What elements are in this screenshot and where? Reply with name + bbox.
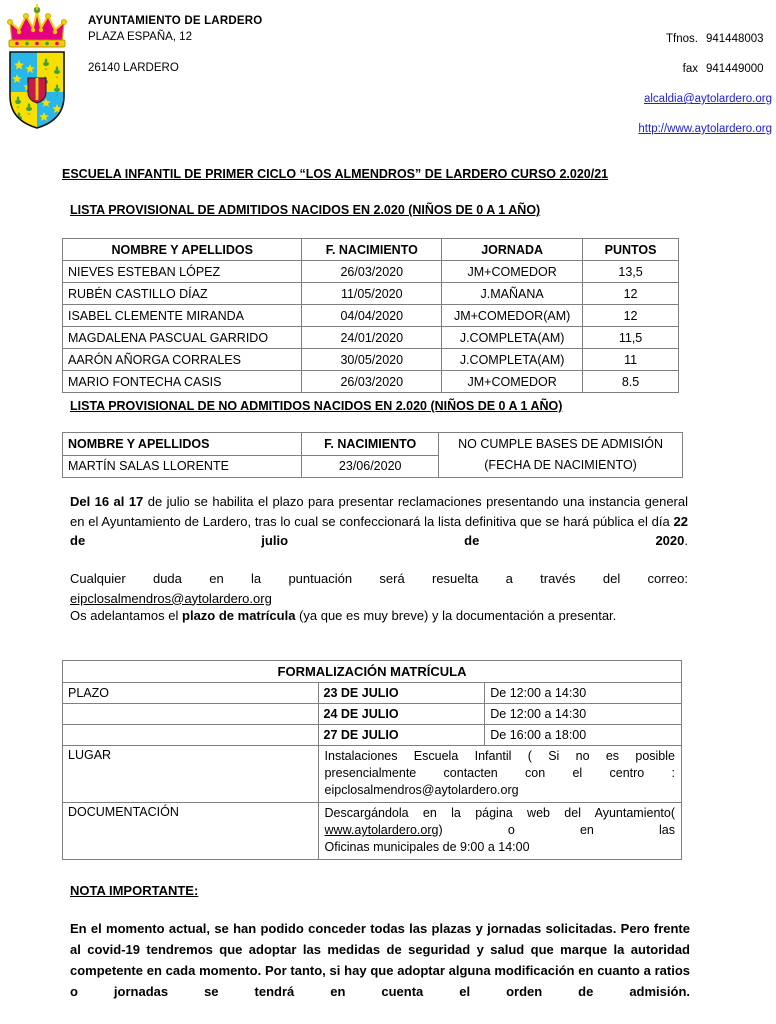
- cell-jornada: J.COMPLETA(AM): [442, 349, 583, 371]
- organization-address: PLAZA ESPAÑA, 12: [88, 31, 192, 43]
- cell-puntos: 12: [583, 305, 679, 327]
- cell-date: 23 DE JULIO: [318, 683, 485, 704]
- cell-birthdate: 30/05/2020: [302, 349, 442, 371]
- column-header-birthdate: F. NACIMIENTO: [302, 239, 442, 261]
- cell-name: MARIO FONTECHA CASIS: [63, 371, 302, 393]
- email-row: [532, 84, 772, 114]
- enrollment-advance-paragraph: [70, 606, 688, 626]
- table-row: [63, 704, 682, 725]
- definitive-list-date: 22 de julio de 2020: [70, 513, 688, 548]
- table-row: [63, 283, 679, 305]
- fax-value: 941449000: [706, 63, 764, 75]
- enrollment-formalization-table: [62, 660, 682, 860]
- table-header-row: [63, 239, 679, 261]
- lugar-email[interactable]: eipclosalmendros@aytolardero.org: [324, 783, 519, 797]
- table-header-row: [63, 433, 683, 456]
- website-row: [532, 114, 772, 144]
- table-row: [63, 349, 679, 371]
- cell-empty: [63, 704, 319, 725]
- claims-period-text-end: .: [684, 533, 688, 548]
- not-admitted-list-table: [62, 432, 683, 478]
- ayuntamiento-web-link[interactable]: www.aytolardero.org: [324, 823, 439, 837]
- documentacion-text-start: Descargándola en la página web del Ayuntamiento(: [324, 806, 675, 820]
- rejection-reason-line-1: NO CUMPLE BASES DE ADMISIÓN: [458, 437, 664, 451]
- email-link[interactable]: alcaldia@aytolardero.org: [643, 93, 772, 105]
- cell-birthdate: 26/03/2020: [302, 261, 442, 283]
- not-admitted-list-heading: LISTA PROVISIONAL DE NO ADMITIDOS NACIDOS EN 2.020 (NIÑOS DE 0 A 1 AÑO): [70, 399, 563, 413]
- enrollment-period-bold: plazo de matrícula: [182, 608, 296, 623]
- cell-date: 27 DE JULIO: [318, 725, 485, 746]
- phone-label: Tfnos.: [666, 33, 698, 45]
- table-row: [63, 746, 682, 803]
- phone-row: [532, 24, 772, 54]
- cell-jornada: JM+COMEDOR: [442, 371, 583, 393]
- cell-puntos: 13,5: [583, 261, 679, 283]
- important-note-paragraph: En el momento actual, se han podido conceder todas las plazas y jornadas solicitadas. Pero frente al covid-19 tendremos que adoptar las medidas de seguridad y salud que marque la autoridad competente en cada momento. Por tanto, si hay que adoptar alguna modificación en cuanto a ratios o jornadas se tendrá en cuenta el orden de admisión.: [70, 921, 690, 999]
- table-header-row: [63, 661, 682, 683]
- admitted-list-heading: LISTA PROVISIONAL DE ADMITIDOS NACIDOS EN 2.020 (NIÑOS DE 0 A 1 AÑO): [70, 203, 541, 217]
- claims-period-bold-dates: Del 16 al 17: [70, 494, 144, 509]
- cell-jornada: JM+COMEDOR(AM): [442, 305, 583, 327]
- questions-paragraph: [70, 569, 688, 608]
- documentacion-text-mid: ) o en las: [438, 823, 675, 837]
- phone-value: 941448003: [706, 33, 764, 45]
- admitted-list-table: [62, 238, 679, 393]
- documentacion-text-line-1: [325, 805, 675, 839]
- table-row: [63, 261, 679, 283]
- website-link[interactable]: http://www.aytolardero.org: [638, 123, 772, 135]
- table-row: [63, 683, 682, 704]
- table-row: [63, 725, 682, 746]
- cell-jornada: J.COMPLETA(AM): [442, 327, 583, 349]
- page-title: ESCUELA INFANTIL DE PRIMER CICLO “LOS ALMENDROS” DE LARDERO CURSO 2.020/21: [62, 167, 609, 181]
- cell-name: MAGDALENA PASCUAL GARRIDO: [63, 327, 302, 349]
- organization-name: AYUNTAMIENTO DE LARDERO: [88, 15, 263, 27]
- rejection-reason-line-2: (FECHA DE NACIMIENTO): [484, 458, 637, 472]
- documentacion-text-line-2: Oficinas municipales de 9:00 a 14:00: [324, 840, 530, 854]
- column-header-puntos: PUNTOS: [583, 239, 679, 261]
- column-header-jornada: JORNADA: [442, 239, 583, 261]
- cell-rejection-reason: [439, 433, 683, 478]
- row-label-documentacion: DOCUMENTACIÓN: [63, 803, 319, 860]
- row-label-lugar: LUGAR: [63, 746, 319, 803]
- contact-block: [532, 24, 772, 144]
- table-row: [63, 803, 682, 860]
- cell-name: RUBÉN CASTILLO DÍAZ: [63, 283, 302, 305]
- cell-time: De 12:00 a 14:30: [485, 704, 682, 725]
- cell-name: AARÓN AÑORGA CORRALES: [63, 349, 302, 371]
- important-note-title: NOTA IMPORTANTE:: [70, 883, 199, 898]
- organization-block: [88, 13, 408, 46]
- cell-jornada: JM+COMEDOR: [442, 261, 583, 283]
- cell-puntos: 8.5: [583, 371, 679, 393]
- table-row: [63, 305, 679, 327]
- row-label-plazo: PLAZO: [63, 683, 319, 704]
- cell-lugar-content: [318, 746, 681, 803]
- cell-name: NIEVES ESTEBAN LÓPEZ: [63, 261, 302, 283]
- fax-row: [532, 54, 772, 84]
- enrollment-text-start: Os adelantamos el: [70, 608, 183, 623]
- fax-label: fax: [682, 63, 698, 75]
- coat-of-arms-icon: [6, 4, 68, 130]
- formalization-title: FORMALIZACIÓN MATRÍCULA: [63, 661, 682, 683]
- cell-time: De 12:00 a 14:30: [485, 683, 682, 704]
- cell-birthdate: 11/05/2020: [302, 283, 442, 305]
- table-row: [63, 371, 679, 393]
- column-header-name: NOMBRE Y APELLIDOS: [63, 433, 302, 456]
- enrollment-text-end: (ya que es muy breve) y la documentación a presentar.: [295, 608, 617, 623]
- cell-puntos: 12: [583, 283, 679, 305]
- table-row: [63, 327, 679, 349]
- cell-jornada: J.MAÑANA: [442, 283, 583, 305]
- cell-birthdate: 24/01/2020: [302, 327, 442, 349]
- cell-time: De 16:00 a 18:00: [485, 725, 682, 746]
- cell-name: MARTÍN SALAS LLORENTE: [63, 455, 302, 478]
- column-header-birthdate: F. NACIMIENTO: [302, 433, 439, 456]
- cell-name: ISABEL CLEMENTE MIRANDA: [63, 305, 302, 327]
- organization-city: 26140 LARDERO: [88, 62, 179, 74]
- cell-puntos: 11,5: [583, 327, 679, 349]
- document-header: [0, 0, 776, 140]
- cell-birthdate: 23/06/2020: [302, 455, 439, 478]
- lugar-text: Instalaciones Escuela Infantil ( Si no es posible presencialmente contacten con el centro :: [324, 749, 675, 780]
- cell-birthdate: 26/03/2020: [302, 371, 442, 393]
- cell-puntos: 11: [583, 349, 679, 371]
- claims-period-paragraph: [70, 492, 688, 551]
- cell-date: 24 DE JULIO: [318, 704, 485, 725]
- column-header-name: NOMBRE Y APELLIDOS: [63, 239, 302, 261]
- school-email-link[interactable]: eipclosalmendros@aytolardero.org: [70, 590, 272, 606]
- claims-period-text: de julio se habilita el plazo para presentar reclamaciones presentando una instancia general en el Ayuntamiento de Lardero, tras lo cual se confeccionará la lista definitiva que se hará pública el día: [70, 494, 689, 529]
- cell-empty: [63, 725, 319, 746]
- cell-documentacion-content: [318, 803, 681, 860]
- questions-text: Cualquier duda en la puntuación será resuelta a través del correo:: [70, 571, 688, 586]
- cell-birthdate: 04/04/2020: [302, 305, 442, 327]
